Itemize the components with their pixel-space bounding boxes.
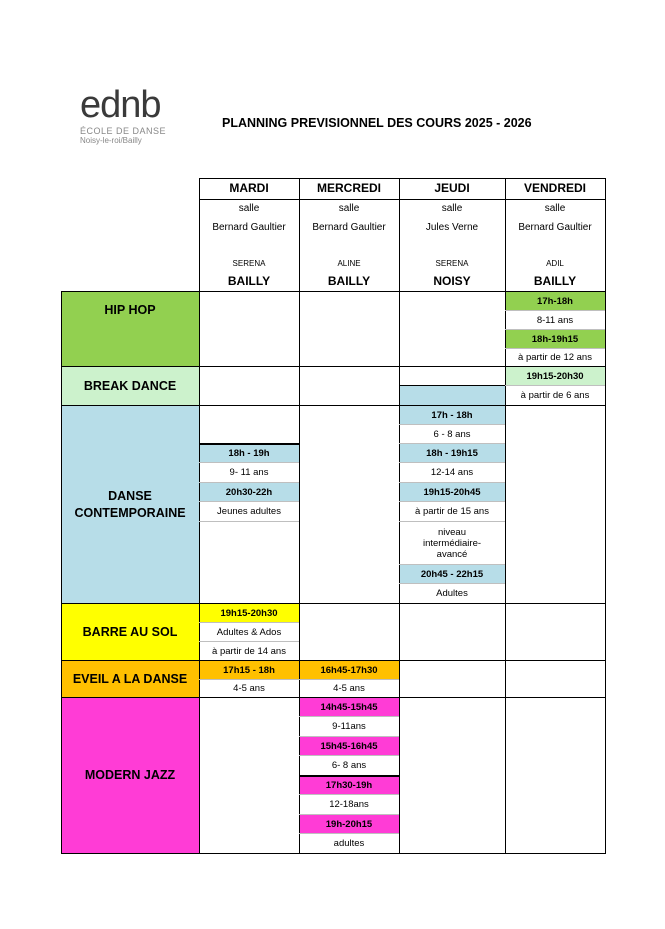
slot-time: 17h15 - 18h (199, 661, 299, 679)
grid-line (299, 716, 399, 717)
slot-age: à partir de 6 ans (520, 390, 590, 401)
grid-line (505, 385, 605, 386)
grid-line (399, 462, 505, 463)
slot-time: 14h45-15h45 (299, 698, 399, 716)
grid-line (199, 622, 299, 623)
grid-line (399, 482, 505, 483)
slot-time: 18h - 19h15 (399, 444, 505, 462)
category-break-dance: BREAK DANCE (61, 367, 199, 405)
slot-time: 18h-19h15 (505, 330, 605, 348)
slot-age: 6 - 8 ans (433, 428, 471, 440)
slot-time: 16h45-17h30 (299, 661, 399, 679)
grid-line (61, 291, 199, 292)
location-name: BAILLY (327, 273, 371, 288)
category-barre-au-sol: BARRE AU SOL (61, 604, 199, 660)
teacher-name: SERENA (232, 258, 266, 268)
logo-line-2: Noisy-le-roi/Bailly (80, 136, 142, 145)
slot-time: 17h - 18h (399, 406, 505, 424)
grid-line (505, 310, 605, 311)
slot-age: à partir de 14 ans (212, 645, 286, 657)
location-name: BAILLY (533, 273, 577, 288)
grid-line (399, 424, 505, 425)
grid-line (505, 348, 605, 349)
grid-line (61, 660, 606, 661)
salle-label: salle (338, 203, 360, 214)
grid-line (61, 405, 606, 406)
grid-line (399, 385, 505, 386)
grid-line (299, 775, 399, 777)
day-header-vendredi: VENDREDI (523, 181, 586, 195)
logo-wordmark: ednb (80, 84, 161, 126)
category-modern-jazz: MODERN JAZZ (61, 698, 199, 853)
grid-line (61, 697, 606, 698)
grid-line (199, 178, 605, 179)
grid-line (199, 443, 299, 445)
slot-time: 20h30-22h (199, 483, 299, 501)
slot-age: Jeunes adultes (217, 506, 281, 517)
slot-time: 19h15-20h30 (199, 604, 299, 622)
teacher-name: ADIL (546, 258, 564, 268)
grid-line (199, 291, 605, 292)
slot-time: 20h45 - 22h15 (399, 565, 505, 583)
page-title: PLANNING PREVISIONNEL DES COURS 2025 - 2026 (222, 116, 532, 130)
day-header-mercredi: MERCREDI (316, 181, 381, 195)
location-name: BAILLY (227, 273, 271, 288)
grid-line (199, 501, 299, 502)
slot-age: 6- 8 ans (331, 760, 367, 771)
grid-line (399, 501, 505, 502)
slot-age: 4-5 ans (233, 683, 265, 694)
grid-line (61, 291, 62, 854)
grid-line (199, 178, 200, 292)
grid-line (199, 462, 299, 463)
school-logo (80, 84, 190, 145)
grid-line (399, 583, 505, 584)
grid-line (61, 366, 606, 367)
category-eveil-a-la-danse: EVEIL A LA DANSE (61, 661, 199, 697)
slot-age: 12-14 ans (430, 467, 474, 478)
day-header-jeudi: JEUDI (434, 181, 470, 195)
grid-line (399, 178, 400, 292)
grid-line (299, 291, 300, 854)
logo-line-1: ÉCOLE DE DANSE (80, 126, 167, 136)
grid-line (605, 291, 606, 854)
grid-line (399, 291, 400, 854)
grid-line (199, 641, 299, 642)
slot-level: niveau intermédiaire-avancé (422, 526, 482, 560)
grid-line (299, 736, 399, 737)
slot-time: 19h15-20h45 (399, 483, 505, 501)
room-name: Bernard Gaultier (312, 222, 386, 233)
grid-line (505, 291, 506, 854)
grid-line (199, 482, 299, 483)
slot-time: 18h - 19h (199, 444, 299, 462)
grid-line (61, 603, 606, 604)
slot-time: 19h-20h15 (299, 815, 399, 833)
slot-time: 19h15-20h30 (505, 367, 605, 385)
grid-line (505, 329, 605, 330)
room-name: Bernard Gaultier (518, 222, 592, 233)
room-name: Jules Verne (425, 222, 479, 233)
grid-line (299, 178, 300, 292)
room-name: Bernard Gaultier (212, 222, 286, 233)
salle-label: salle (441, 203, 463, 214)
grid-line (299, 755, 399, 756)
slot-age: 4-5 ans (333, 683, 365, 694)
slot-age: adultes (333, 838, 365, 849)
slot-age: à partir de 12 ans (518, 352, 592, 363)
slot-time: 17h30-19h (299, 776, 399, 794)
slot-time: 15h45-16h45 (299, 737, 399, 755)
slot-time: 17h-18h (505, 292, 605, 310)
slot-age: Adultes & Ados (216, 626, 282, 638)
salle-label: salle (238, 203, 260, 214)
slot-age: Adultes (436, 588, 468, 599)
slot-age: à partir de 15 ans (415, 506, 489, 517)
slot-age: 9- 11 ans (229, 467, 269, 478)
slot-age: 12-18ans (329, 799, 369, 810)
category-hip-hop: HIP HOP (61, 292, 199, 366)
grid-line (61, 853, 606, 854)
grid-line (199, 199, 605, 200)
teacher-name: ALINE (337, 258, 361, 268)
slot-age: 9-11ans (332, 721, 366, 732)
grid-line (299, 814, 399, 815)
grid-line (199, 679, 399, 680)
grid-line (399, 521, 505, 522)
color-filler (399, 386, 505, 405)
category-danse-contemporaine: DANSE CONTEMPORAINE (61, 406, 199, 603)
location-name: NOISY (433, 273, 471, 288)
grid-line (399, 443, 505, 444)
grid-line (299, 833, 399, 834)
grid-line (605, 178, 606, 292)
grid-line (199, 521, 299, 522)
grid-line (505, 178, 506, 292)
grid-line (399, 564, 505, 565)
salle-label: salle (544, 203, 566, 214)
grid-line (199, 291, 200, 854)
grid-line (299, 794, 399, 795)
slot-age: 8-11 ans (536, 314, 574, 326)
day-header-mardi: MARDI (229, 181, 269, 195)
teacher-name: SERENA (435, 258, 469, 268)
